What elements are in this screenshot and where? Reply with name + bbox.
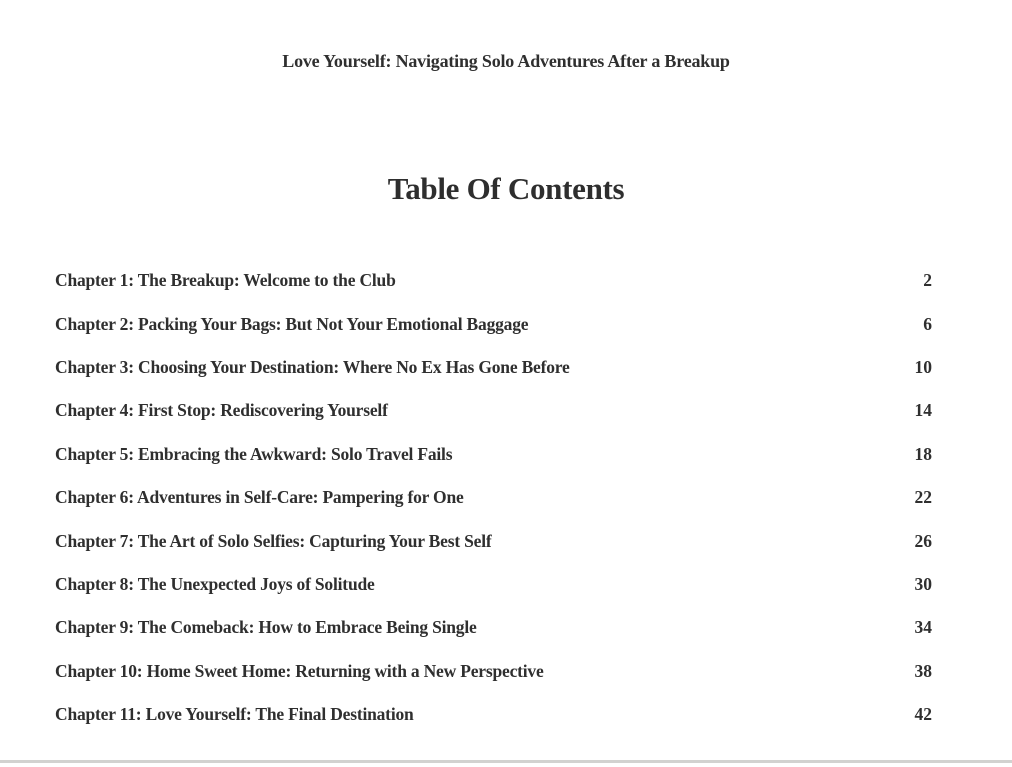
toc-entry-label: Chapter 7: The Art of Solo Selfies: Capturing Your Best Self [55,530,492,551]
toc-entry-label: Chapter 10: Home Sweet Home: Returning with a New Perspective [55,660,544,681]
toc-entry-label: Chapter 5: Embracing the Awkward: Solo Travel Fails [55,443,453,464]
toc-entry [55,650,932,693]
toc-entry-label: Chapter 2: Packing Your Bags: But Not Your Emotional Baggage [55,313,529,334]
toc-entry [55,563,932,606]
toc-entry-label: Chapter 4: First Stop: Rediscovering Yourself [55,400,388,421]
toc-entry [55,606,932,649]
toc-entry-page-number: 22 [914,487,932,508]
toc-entry-label: Chapter 9: The Comeback: How to Embrace Being Single [55,617,477,638]
toc-entry-page-number: 2 [923,270,932,291]
page-bottom-edge [0,760,1012,767]
toc-title: Table Of Contents [387,171,625,206]
toc-entry-label: Chapter 6: Adventures in Self-Care: Pampering for One [55,487,464,508]
toc-entry-page-number: 10 [914,356,932,377]
toc-entry-label: Chapter 8: The Unexpected Joys of Solitude [55,573,375,594]
toc-entry [55,519,932,562]
toc-entry [55,302,932,345]
toc-entry-label: Chapter 11: Love Yourself: The Final Destination [55,704,414,725]
toc-entry-page-number: 34 [914,617,932,638]
toc-entry [55,259,932,302]
toc-entry-page-number: 42 [914,704,932,725]
toc-entry [55,476,932,519]
toc-list [0,259,1012,736]
toc-entry-page-number: 18 [914,443,932,464]
toc-entry-page-number: 26 [914,530,932,551]
toc-entry-label: Chapter 3: Choosing Your Destination: Where No Ex Has Gone Before [55,356,570,377]
toc-entry [55,389,932,432]
toc-entry-page-number: 14 [914,400,932,421]
toc-entry-label: Chapter 1: The Breakup: Welcome to the Club [55,270,396,291]
toc-entry [55,346,932,389]
toc-entry-page-number: 38 [914,660,932,681]
toc-entry-page-number: 6 [923,313,932,334]
toc-entry [55,693,932,736]
book-title: Love Yourself: Navigating Solo Adventures After a Breakup [282,51,730,71]
toc-entry [55,433,932,476]
toc-entry-page-number: 30 [914,573,932,594]
